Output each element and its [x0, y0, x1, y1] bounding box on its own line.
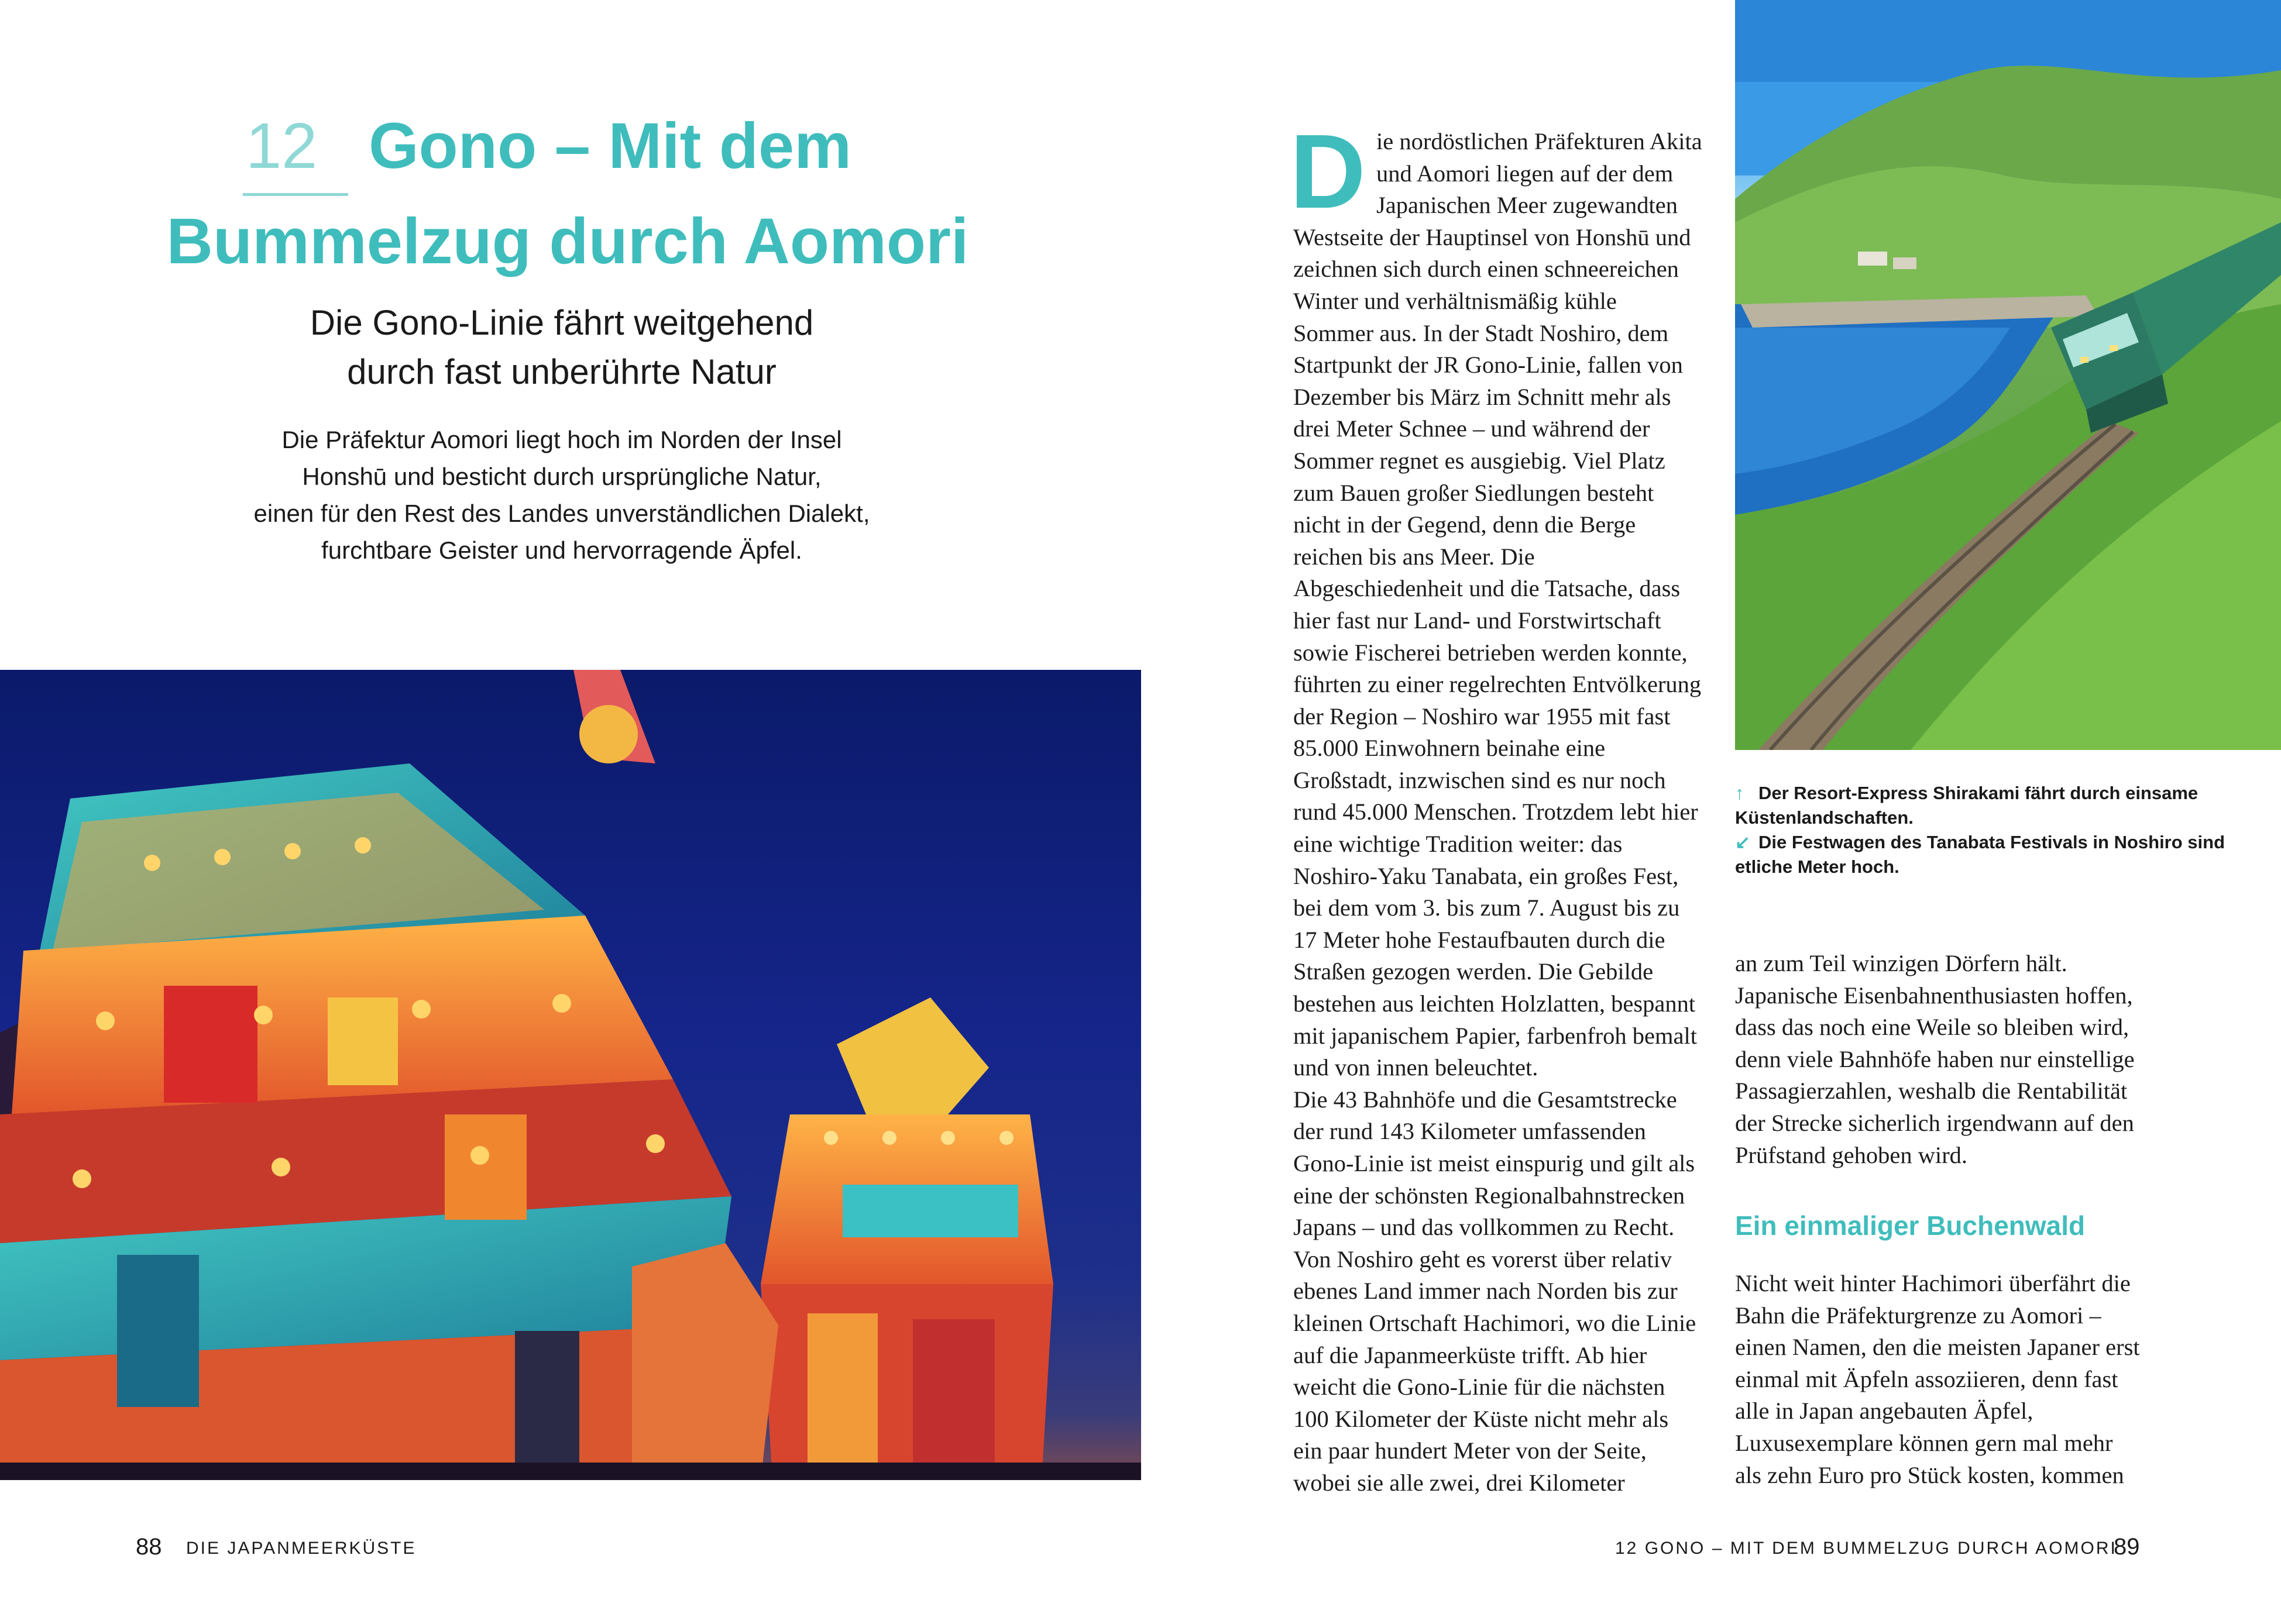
photo-captions — [1735, 781, 2268, 879]
caption-festival — [1735, 830, 2268, 879]
caption-train — [1735, 781, 2268, 830]
drop-cap: D — [1290, 113, 1366, 230]
chapter-number: 12 — [246, 110, 318, 182]
caption-text: Der Resort-Express Shirakami fährt durch einsame Küstenlandschaften. — [1735, 783, 2198, 828]
arrow-down-left-icon: ↙ — [1735, 832, 1750, 852]
chapter-intro — [176, 421, 948, 569]
body-column-1 — [1290, 113, 1703, 1499]
page-number-left: 88 — [136, 1534, 162, 1560]
running-head-right: 12 GONO – MIT DEM BUMMELZUG DURCH AOMORI — [1615, 1539, 2117, 1558]
running-head-left: DIE JAPANMEERKÜSTE — [186, 1539, 417, 1558]
body-paragraph — [1290, 113, 1703, 1084]
chapter-title-line1: Gono – Mit dem — [369, 110, 851, 182]
intro-line: furchtbare Geister und hervorragende Äpfel. — [321, 536, 802, 564]
arrow-up-icon: ↑ — [1735, 783, 1744, 803]
caption-text: Die Festwagen des Tanabata Festivals in Noshiro sind etliche Meter hoch. — [1735, 832, 2225, 877]
chapter-number-underline — [243, 193, 348, 196]
body-paragraph: Nicht weit hinter Hachimori überfährt die Bahn die Präfekturgrenze zu Aomori – einen Namen, den die meisten Japaner erst einmal mit Äpfeln assoziieren, denn fast alle in Japan angebauten Äpfel, Luxusexemplare können gern mal mehr als zehn Euro pro Stück kosten, kommen — [1735, 1270, 2140, 1488]
page-number-right: 89 — [2114, 1534, 2140, 1560]
chapter-subtitle — [176, 298, 948, 397]
subtitle-line1: Die Gono-Linie fährt weitgehend — [310, 303, 814, 342]
body-paragraph: Die 43 Bahnhöfe und die Gesamtstrecke der rund 143 Kilometer umfassenden Gono-Linie ist meist einspurig und gilt als eine der schönsten Regionalbahnstrecken Japans – und das vollkommen zu Recht. Von Noshiro geht es vorerst über relativ ebenes Land immer nach Norden bis zur kleinen Ortschaft Hachimori, wo die Linie auf die Japanmeerküste trifft. Ab hier weicht die Gono-Linie für die nächsten 100 Kilometer der Küste nicht mehr als ein paar hundert Meter von der Seite, wobei sie alle zwei, drei Kilometer — [1293, 1086, 1696, 1496]
intro-line: Honshū und besticht durch ursprüngliche Natur, — [302, 463, 822, 490]
body-column-3 — [1735, 1268, 2145, 1491]
intro-line: Die Präfektur Aomori liegt hoch im Norden der Insel — [281, 426, 842, 453]
body-column-2 — [1735, 948, 2145, 1171]
body-paragraph: an zum Teil winzigen Dörfern hält. Japanische Eisenbahnenthusiasten hoffen, dass das noch eine Weile so bleiben wird, denn viele Bahnhöfe haben nur einstellige Passagierzahlen, weshalb die Rentabilität der Strecke sicherlich irgendwann auf den Prüfstand gehoben wird. — [1735, 950, 2135, 1168]
chapter-title-line2: Bummelzug durch Aomori — [166, 205, 969, 277]
subtitle-line2: durch fast unberührte Natur — [347, 352, 777, 391]
paragraph-text: ie nordöstlichen Präfekturen Akita und Aomori liegen auf der dem Japanischen Meer zugewandten Westseite der Hauptinsel von Honshū und zeichnen sich durch einen schneereichen Winter und verhältnismäßig kühle Sommer aus. In der Stadt Noshiro, dem Startpunkt der JR Gono-Linie, fallen von Dezember bis März im Schnitt mehr als drei Meter Schnee – und während der Sommer regnet es ausgiebig. Viel Platz zum Bauen großer Siedlungen besteht nicht in der Gegend, denn die Berge reichen bis ans Meer. Die Abgeschiedenheit und die Tatsache, dass hier fast nur Land- und Forstwirtschaft sowie Fischerei betrieben werden konnte, führten zu einer regelrechten Entvölkerung der Region – Noshiro war 1955 mit fast 85.000 Einwohnern beinahe eine Großstadt, inzwischen sind es nur noch rund 45.000 Menschen. Trotzdem lebt hier eine wichtige Tradition weiter: das Noshiro-Yaku Tanabata, ein großes Fest, bei dem vom 3. bis zum 7. August bis zu 17 Meter hohe Festaufbauten durch die Straßen gezogen werden. Die Gebilde bestehen aus leichten Holzlatten, bespannt mit japanischem Papier, farbenfroh bemalt und von innen beleuchtet. — [1293, 128, 1702, 1081]
section-heading: Ein einmaliger Buchenwald — [1735, 1210, 2086, 1241]
intro-line: einen für den Rest des Landes unverständlichen Dialekt, — [253, 500, 870, 527]
festival-floats-photo — [0, 670, 1141, 1480]
train-coast-photo — [1735, 0, 2281, 750]
